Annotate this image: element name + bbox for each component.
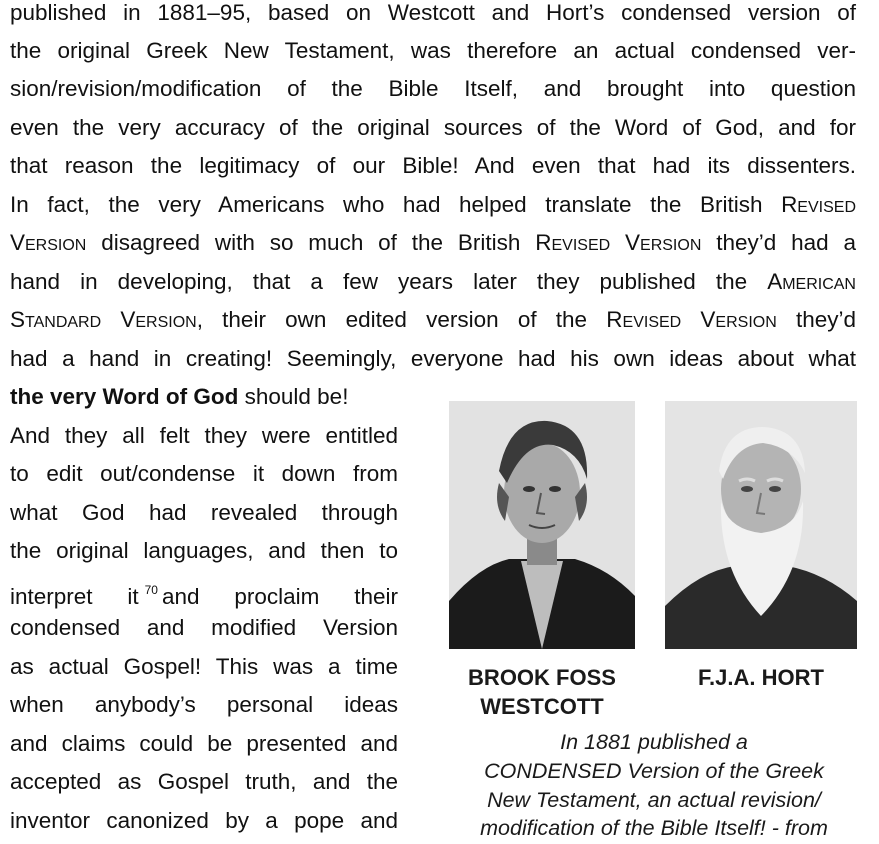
body-line-8: hand in developing, that a few years later they published the American [10, 269, 856, 294]
westcott-portrait [449, 401, 635, 649]
body-line-12: And they all felt they were entitled [10, 423, 398, 448]
figure-caption-line-1: In 1881 published a [560, 730, 748, 754]
body-line-1: published in 1881–95, based on Westcott and Hort’s condensed version of [10, 0, 856, 25]
body-line-5: that reason the legitimacy of our Bible! And even that had its dissenters. [10, 153, 856, 178]
body-line-11: the very Word of God should be! [10, 384, 349, 409]
body-line-6: In fact, the very Americans who had helped translate the British Revised [10, 192, 856, 217]
hort-portrait [665, 401, 857, 649]
body-line-3: sion/revision/modification of the Bible Itself, and brought into question [10, 76, 856, 101]
body-line-15: the original languages, and then to [10, 538, 398, 563]
body-line-17: condensed and modified Version [10, 615, 398, 640]
westcott-name-line-1: BROOK FOSS [468, 665, 616, 690]
hort-name: F.J.A. HORT [698, 665, 824, 690]
body-line-13: to edit out/condense it down from [10, 461, 398, 486]
footnote-marker[interactable]: 70 [144, 583, 158, 597]
body-line-21: accepted as Gospel truth, and the [10, 769, 398, 794]
body-line-10: had a hand in creating! Seemingly, everyone had his own ideas about what [10, 346, 856, 371]
body-line-18: as actual Gospel! This was a time [10, 654, 398, 679]
figure-caption-line-2: CONDENSED Version of the Greek [484, 759, 824, 783]
body-line-4: even the very accuracy of the original sources of the Word of God, and for [10, 115, 856, 140]
body-line-2: the original Greek New Testament, was therefore an actual condensed ver- [10, 38, 856, 63]
body-line-16: interpret it $^{70}$ and proclaim their [10, 583, 398, 609]
figure-caption-line-3: New Testament, an actual revision/ [487, 788, 821, 812]
body-line-19: when anybody’s personal ideas [10, 692, 398, 717]
body-line-20: and claims could be presented and [10, 731, 398, 756]
figure-caption-line-4: modification of the Bible Itself! - from [480, 816, 828, 840]
body-line-22: inventor canonized by a pope and [10, 808, 398, 833]
body-line-9: Standard Version, their own edited version of the Revised Version they’d [10, 307, 857, 332]
westcott-name-line-2: WESTCOTT [480, 694, 604, 719]
body-line-7: Version disagreed with so much of the British Revised Version they’d had a [10, 230, 857, 255]
body-line-14: what God had revealed through [10, 500, 398, 525]
